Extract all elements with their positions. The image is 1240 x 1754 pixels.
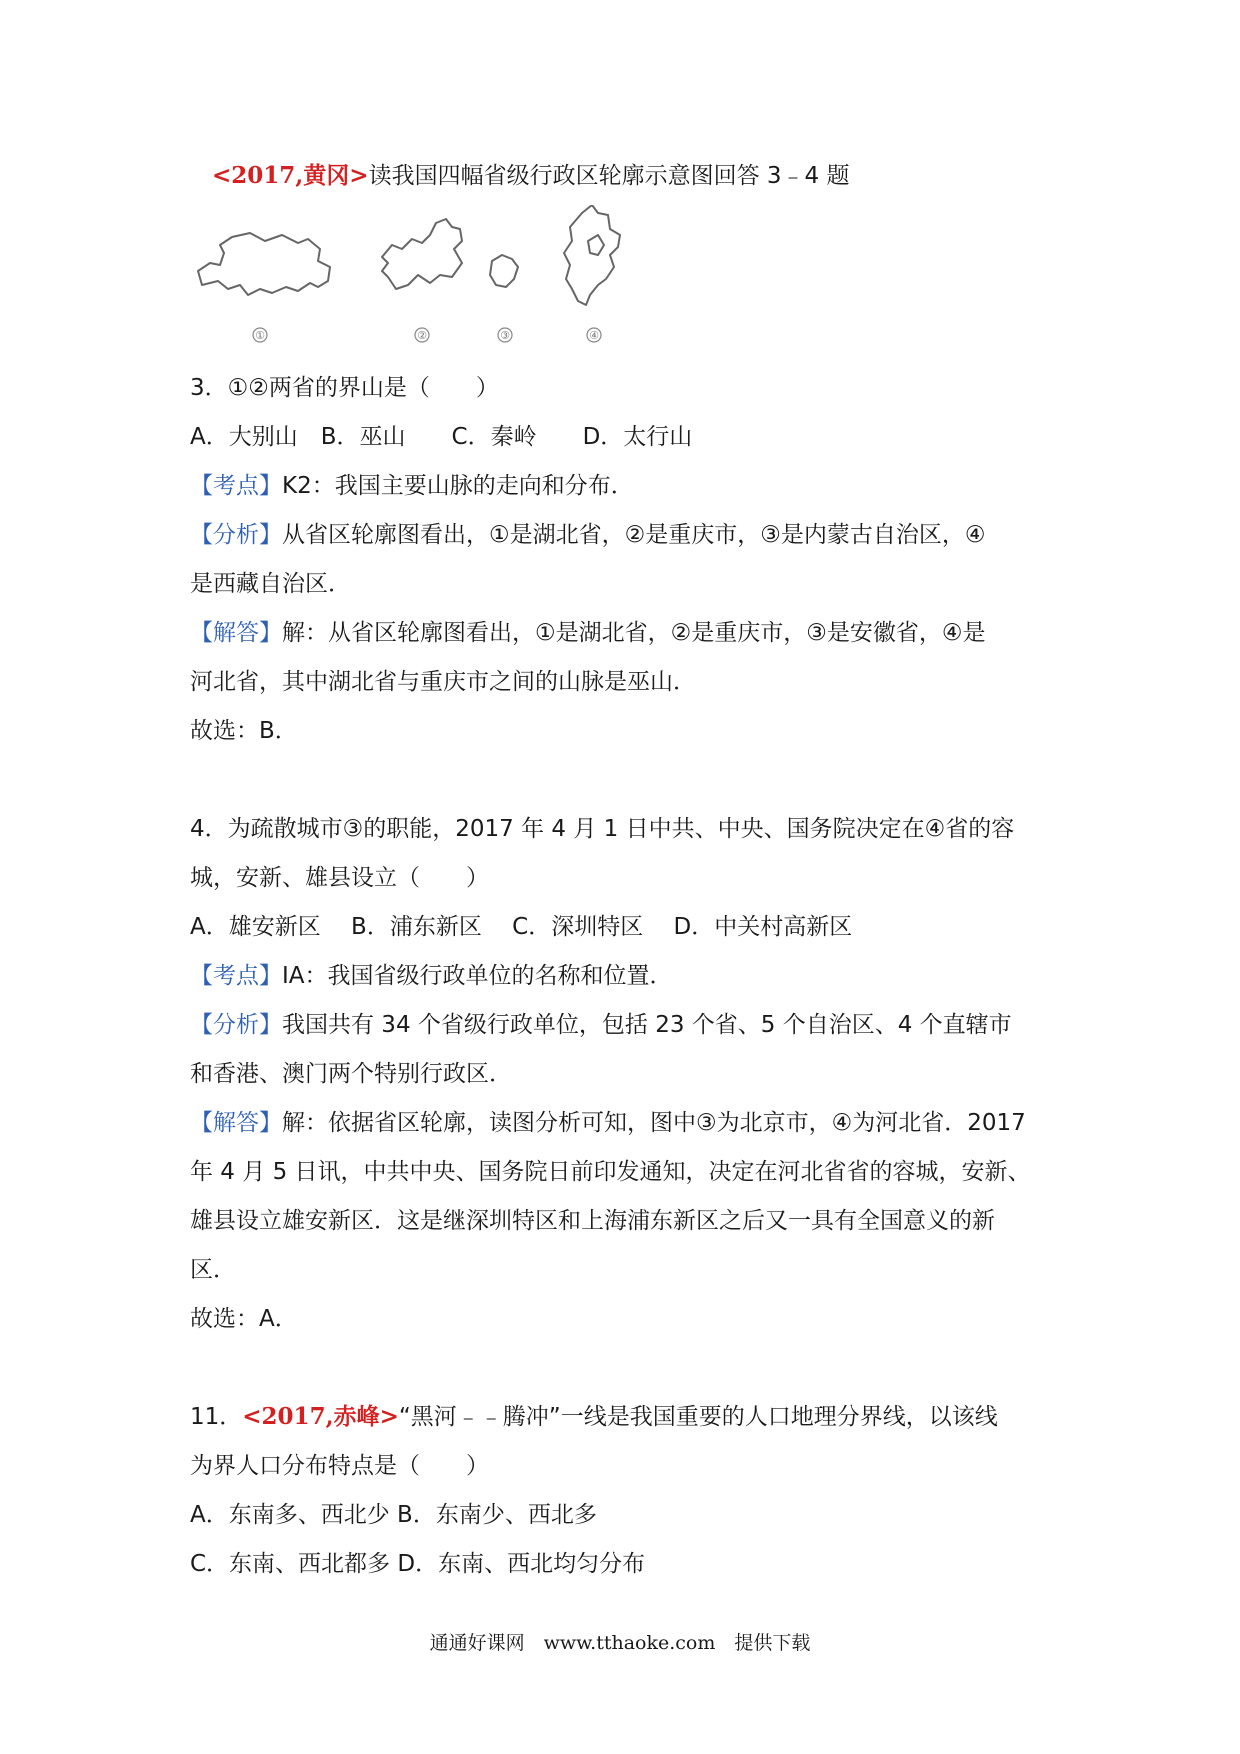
q3-answer: 故选：B． <box>190 718 298 744</box>
q3-jieda-cont: 河北省，其中湖北省与重庆市之间的山脉是巫山． <box>190 669 696 695</box>
q4-jieda <box>190 1107 1026 1139</box>
source-tag: <2017,赤峰> <box>242 1403 399 1430</box>
q4-jieda-cont-1: 年 4 月 5 日讯，中共中央、国务院日前印发通知，决定在河北省省的容城，安新、 <box>190 1159 1031 1185</box>
q4-answer: 故选：A． <box>190 1306 298 1332</box>
map-label-4: ④ <box>589 329 599 342</box>
province-outline-1 <box>198 233 330 295</box>
province-outlines-svg <box>190 205 710 355</box>
province-outline-2 <box>382 219 462 289</box>
source-tag: <2017,黄冈> <box>212 162 369 189</box>
fenxi-tag: 【分析】 <box>190 1012 282 1038</box>
intro-text: 读我国四幅省级行政区轮廓示意图回答 3﹣4 题 <box>368 163 850 189</box>
jieda-text: 解：从省区轮廓图看出，①是湖北省，②是重庆市，③是安徽省，④是 <box>282 620 986 646</box>
page-footer: 通通好课网 www.tthaoke.com 提供下载 <box>429 1632 811 1654</box>
q3-question: 3．①②两省的界山是（ ） <box>190 375 499 401</box>
kaodian-tag: 【考点】 <box>190 963 282 989</box>
q4-fenxi-cont: 和香港、澳门两个特别行政区． <box>190 1061 512 1087</box>
map-label-3: ③ <box>500 329 510 342</box>
jieda-tag: 【解答】 <box>190 1110 282 1136</box>
q4-jieda-cont-2: 雄县设立雄安新区．这是继深圳特区和上海浦东新区之后又一具有全国意义的新 <box>190 1208 995 1234</box>
q11-text: “黑河﹣﹣腾冲”一线是我国重要的人口地理分界线，以该线 <box>398 1404 998 1430</box>
q11-question-cont: 为界人口分布特点是（ ） <box>190 1453 489 1479</box>
q3-fenxi <box>190 519 985 551</box>
q11-options-2: C．东南、西北都多 D．东南、西北均匀分布 <box>190 1551 646 1577</box>
intro-line <box>212 160 849 192</box>
map-label-1: ① <box>255 329 265 342</box>
kaodian-tag: 【考点】 <box>190 473 282 499</box>
q4-options: A．雄安新区 B．浦东新区 C．深圳特区 D．中关村高新区 <box>190 914 853 940</box>
map-label-2: ② <box>417 329 427 342</box>
q4-fenxi <box>190 1009 1012 1041</box>
q3-jieda <box>190 617 985 649</box>
q3-kaodian <box>190 470 634 502</box>
fenxi-tag: 【分析】 <box>190 522 282 548</box>
fenxi-text: 从省区轮廓图看出，①是湖北省，②是重庆市，③是内蒙古自治区，④ <box>282 522 986 548</box>
jieda-text: 解：依据省区轮廓，读图分析可知，图中③为北京市，④为河北省．2017 <box>282 1110 1026 1136</box>
kaodian-text: K2：我国主要山脉的走向和分布． <box>282 473 634 499</box>
q11-number: 11． <box>190 1404 243 1430</box>
q11-question <box>190 1401 998 1433</box>
q4-jieda-cont-3: 区． <box>190 1257 236 1283</box>
q4-question: 4．为疏散城市③的职能，2017 年 4 月 1 日中共、中央、国务院决定在④省的容 <box>190 816 1015 842</box>
province-outline-figure <box>190 205 710 355</box>
q4-question-cont: 城，安新、雄县设立（ ） <box>190 865 489 891</box>
province-outline-4 <box>564 205 620 305</box>
kaodian-text: IA：我国省级行政单位的名称和位置． <box>282 963 673 989</box>
fenxi-text: 我国共有 34 个省级行政单位，包括 23 个省、5 个自治区、4 个直辖市 <box>282 1012 1012 1038</box>
q3-options: A．大别山 B．巫山 C．秦岭 D．太行山 <box>190 424 693 450</box>
q3-fenxi-cont: 是西藏自治区． <box>190 571 351 597</box>
q11-options-1: A．东南多、西北少 B．东南少、西北多 <box>190 1502 597 1528</box>
q4-kaodian <box>190 960 673 992</box>
jieda-tag: 【解答】 <box>190 620 282 646</box>
province-outline-3 <box>490 255 518 287</box>
